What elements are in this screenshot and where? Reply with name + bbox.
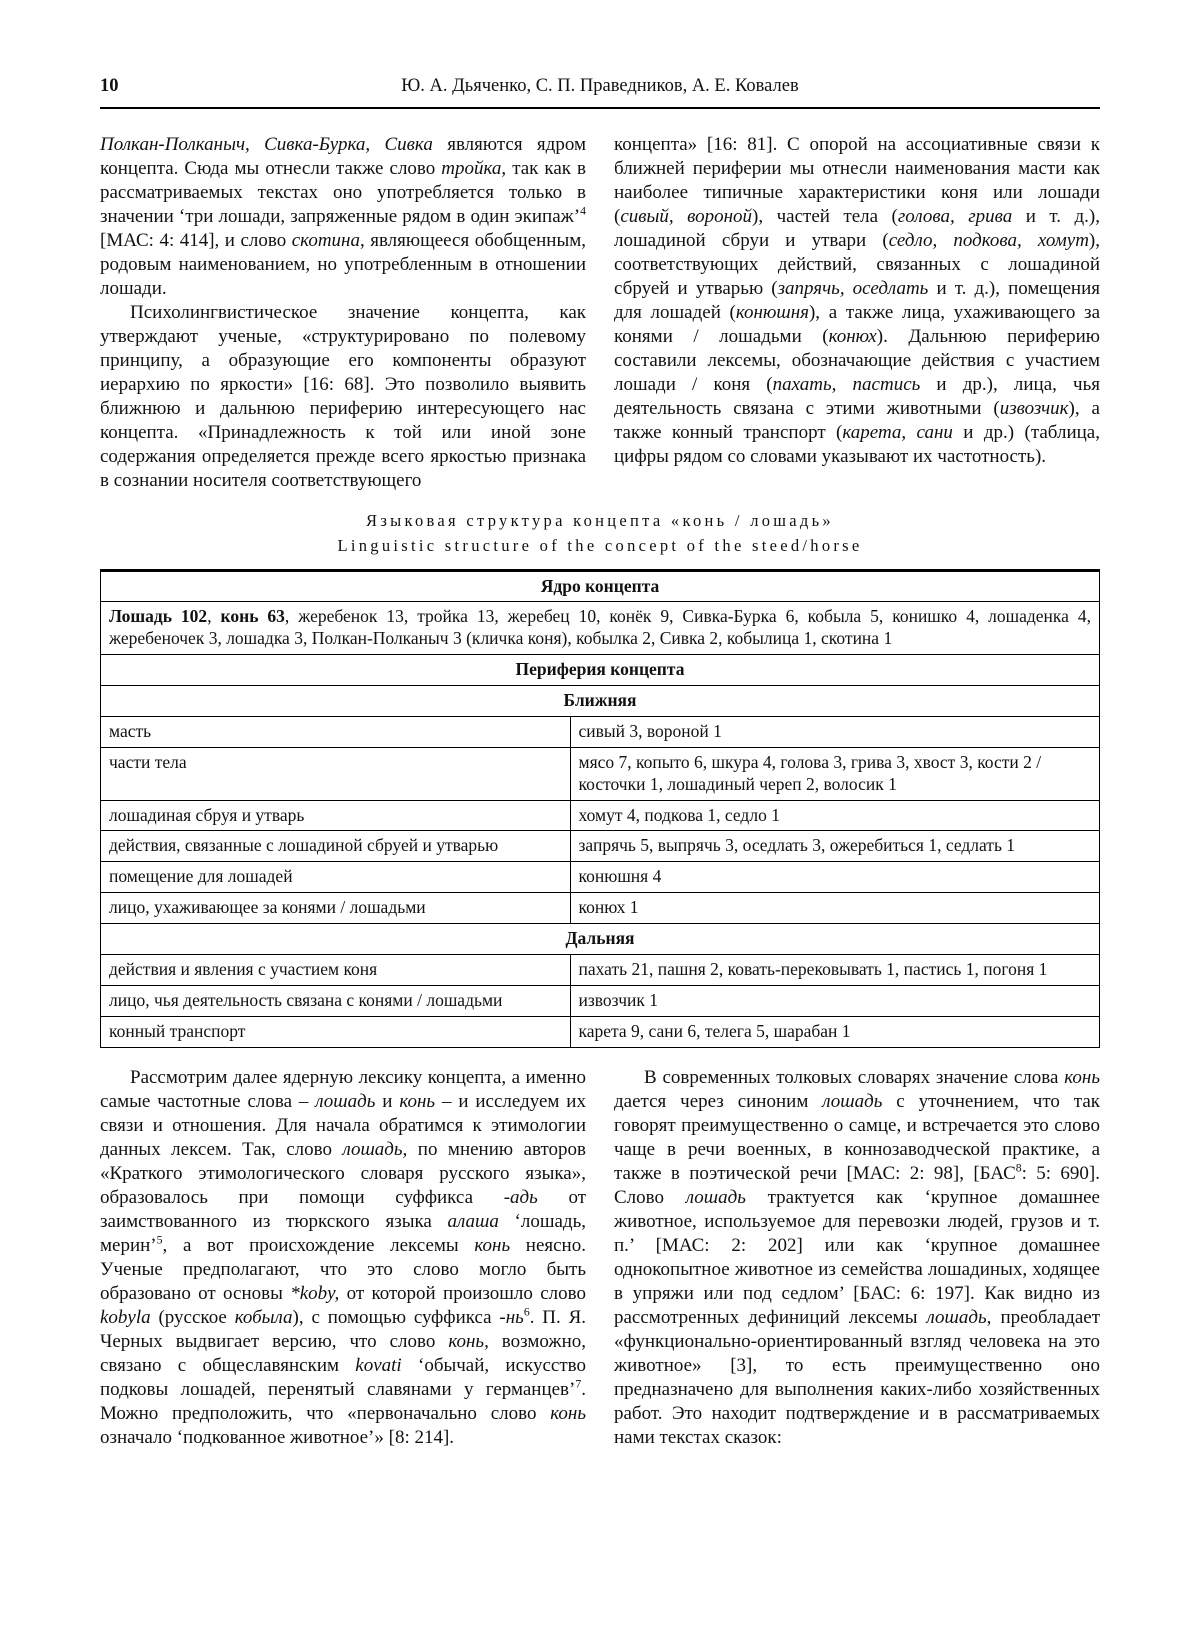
bottom-text-columns bbox=[100, 1066, 1100, 1450]
table-title-english: Linguistic structure of the concept of the steed/horse bbox=[337, 535, 863, 555]
category-cell: лицо, чья деятельность связана с конями / лошадьми bbox=[101, 985, 571, 1016]
bottom-left-column bbox=[100, 1066, 586, 1450]
page-header bbox=[100, 76, 1100, 109]
table-row bbox=[101, 954, 1100, 985]
table-row bbox=[101, 655, 1100, 686]
top-text-columns bbox=[100, 133, 1100, 493]
table-row bbox=[101, 570, 1100, 602]
paragraph: Полкан-Полканыч, Сивка-Бурка, Сивка являются ядром концепта. Сюда мы отнесли также слово тройка, так как в рассматриваемых текстах оно употребляется только в значении ‘три лошади, запряженные рядом в один экипаж’$^4$ [МАС: 4: 414], и слово скотина, являющееся обобщенным, родовым наименованием, но употребленным в отношении лошади. bbox=[100, 134, 587, 299]
table-row bbox=[101, 747, 1100, 800]
section-header-periphery: Периферия концепта bbox=[101, 655, 1100, 686]
paragraph: Рассмотрим далее ядерную лексику концепта, а именно самые частотные слова – лошадь и конь – и исследуем их связи и отношения. Для начала обратимся к этимологии данных лексем. Так, слово лошадь, по мнению авторов «Краткого этимологического словаря русского языка», образовалось при помощи суффикса -адь от заимствованного из тюркского языка алаша ‘лошадь, мерин’$^5$, а вот происхождение лексемы конь неясно. Ученые предполагают, что это слово могло быть образовано от основы *koby, от которой произошло слово kobyla (русское кобыла), с помощью суффикса $-нь^6$. П. Я. Черных выдвигает версию, что слово конь, возможно, связано с общеславянским kovati ‘обычай, искусство подковы лошадей, перенятый славянами у германцев’$^7$. Можно предположить, что «первоначально слово конь означало ‘подкованное животное’» [8: 214]. bbox=[100, 1066, 587, 1448]
table-row bbox=[101, 716, 1100, 747]
page-number: 10 bbox=[100, 76, 119, 96]
category-cell: действия и явления с участием коня bbox=[101, 954, 571, 985]
lexemes-cell: мясо 7, копыто 6, шкура 4, голова 3, грива 3, хвост 3, кости 2 / косточки 1, лошадиный череп 2, волосик 1 bbox=[570, 747, 1099, 800]
table-row bbox=[101, 686, 1100, 717]
section-header-core: Ядро концепта bbox=[101, 570, 1100, 602]
table-row bbox=[101, 893, 1100, 924]
top-right-column bbox=[614, 133, 1100, 493]
lexemes-cell: сивый 3, вороной 1 bbox=[570, 716, 1099, 747]
table-row bbox=[101, 800, 1100, 831]
lexemes-cell: извозчик 1 bbox=[570, 985, 1099, 1016]
lexemes-cell: запрячь 5, выпрячь 3, оседлать 3, ожеребиться 1, седлать 1 bbox=[570, 831, 1099, 862]
category-cell: лошадиная сбруя и утварь bbox=[101, 800, 571, 831]
lexemes-cell: конюшня 4 bbox=[570, 862, 1099, 893]
paragraph: В современных толковых словарях значение слова конь дается через синоним лошадь с уточнением, что так говорят преимущественно о самце, и встречается это слово чаще в речи военных, в коннозаводческой практике, а также в поэтической речи [МАС: 2: 98], [БАС$^8$: 5: 690]. Слово лошадь трактуется как ‘крупное домашнее животное, используемое для перевозки людей, грузов и т. п.’ [МАС: 2: 202] или как ‘крупное домашнее однокопытное животное из семейства лошадиных, ходящее в упряжи или под седлом’ [БАС: 6: 197]. Как видно из рассмотренных дефиниций лексемы лошадь, преобладает «функционально-ориентированный взгляд человека на это животное» [3], то есть преимущественно оно предназначено для выполнения каких-либо хозяйственных работ. Это находит подтверждение и в рассматриваемых нами текстах сказок: bbox=[614, 1066, 1101, 1448]
table-row bbox=[101, 602, 1100, 655]
category-cell: конный транспорт bbox=[101, 1016, 571, 1047]
category-cell: действия, связанные с лошадиной сбруей и утварью bbox=[101, 831, 571, 862]
table-row bbox=[101, 924, 1100, 955]
bottom-right-column bbox=[614, 1066, 1100, 1450]
lexemes-cell: пахать 21, пашня 2, ковать-перековывать 1, пастись 1, погоня 1 bbox=[570, 954, 1099, 985]
running-head-authors: Ю. А. Дьяченко, С. П. Праведников, А. Е. Ковалев bbox=[401, 76, 799, 96]
table-row bbox=[101, 1016, 1100, 1047]
core-lexemes-cell: Лошадь 102, конь 63, жеребенок 13, тройка 13, жеребец 10, конёк 9, Сивка-Бурка 6, кобыла 5, конишко 4, лошаденка 4, жеребеночек 3, лошадка 3, Полкан-Полканыч 3 (кличка коня), кобылка 2, Сивка 2, кобылица 1, скотина 1 bbox=[101, 602, 1100, 655]
lexemes-cell: хомут 4, подкова 1, седло 1 bbox=[570, 800, 1099, 831]
category-cell: помещение для лошадей bbox=[101, 862, 571, 893]
paragraph: Психолингвистическое значение концепта, как утверждают ученые, «структурировано по полевому принципу, а образующие его компоненты образуют иерархию по яркости» [16: 68]. Это позволило выявить ближнюю и дальнюю периферию интересующего нас концепта. «Принадлежность к той или иной зоне содержания определяется прежде всего яркостью признака в сознании носителя соответствующего bbox=[100, 302, 586, 491]
lexemes-cell: карета 9, сани 6, телега 5, шарабан 1 bbox=[570, 1016, 1099, 1047]
concept-structure-table bbox=[100, 569, 1100, 1048]
table-title-russian: Языковая структура концепта «конь / лошадь» bbox=[366, 511, 834, 530]
section-header-near: Ближняя bbox=[101, 686, 1100, 717]
top-left-column bbox=[100, 133, 586, 493]
table-row bbox=[101, 831, 1100, 862]
section-header-far: Дальняя bbox=[101, 924, 1100, 955]
category-cell: части тела bbox=[101, 747, 571, 800]
table-title bbox=[100, 509, 1100, 559]
category-cell: лицо, ухаживающее за конями / лошадьми bbox=[101, 893, 571, 924]
category-cell: масть bbox=[101, 716, 571, 747]
table-row bbox=[101, 985, 1100, 1016]
table-row bbox=[101, 862, 1100, 893]
paragraph: концепта» [16: 81]. С опорой на ассоциативные связи к ближней периферии мы отнесли наименования масти как наиболее типичные характеристики коня или лошади (сивый, вороной), частей тела (голова, грива и т. д.), лошадиной сбруи и утвари (седло, подкова, хомут), соответствующих действий, связанных с лошадиной сбруей и утварью (запрячь, оседлать и т. д.), помещения для лошадей (конюшня), а также лица, ухаживающего за конями / лошадьми (конюх). Дальнюю периферию составили лексемы, обозначающие действия с участием лошади / коня (пахать, пастись и др.), лица, чья деятельность связана с этими животными (извозчик), а также конный транспорт (карета, сани и др.) (таблица, цифры рядом со словами указывают их частотность). bbox=[614, 134, 1100, 467]
lexemes-cell: конюх 1 bbox=[570, 893, 1099, 924]
